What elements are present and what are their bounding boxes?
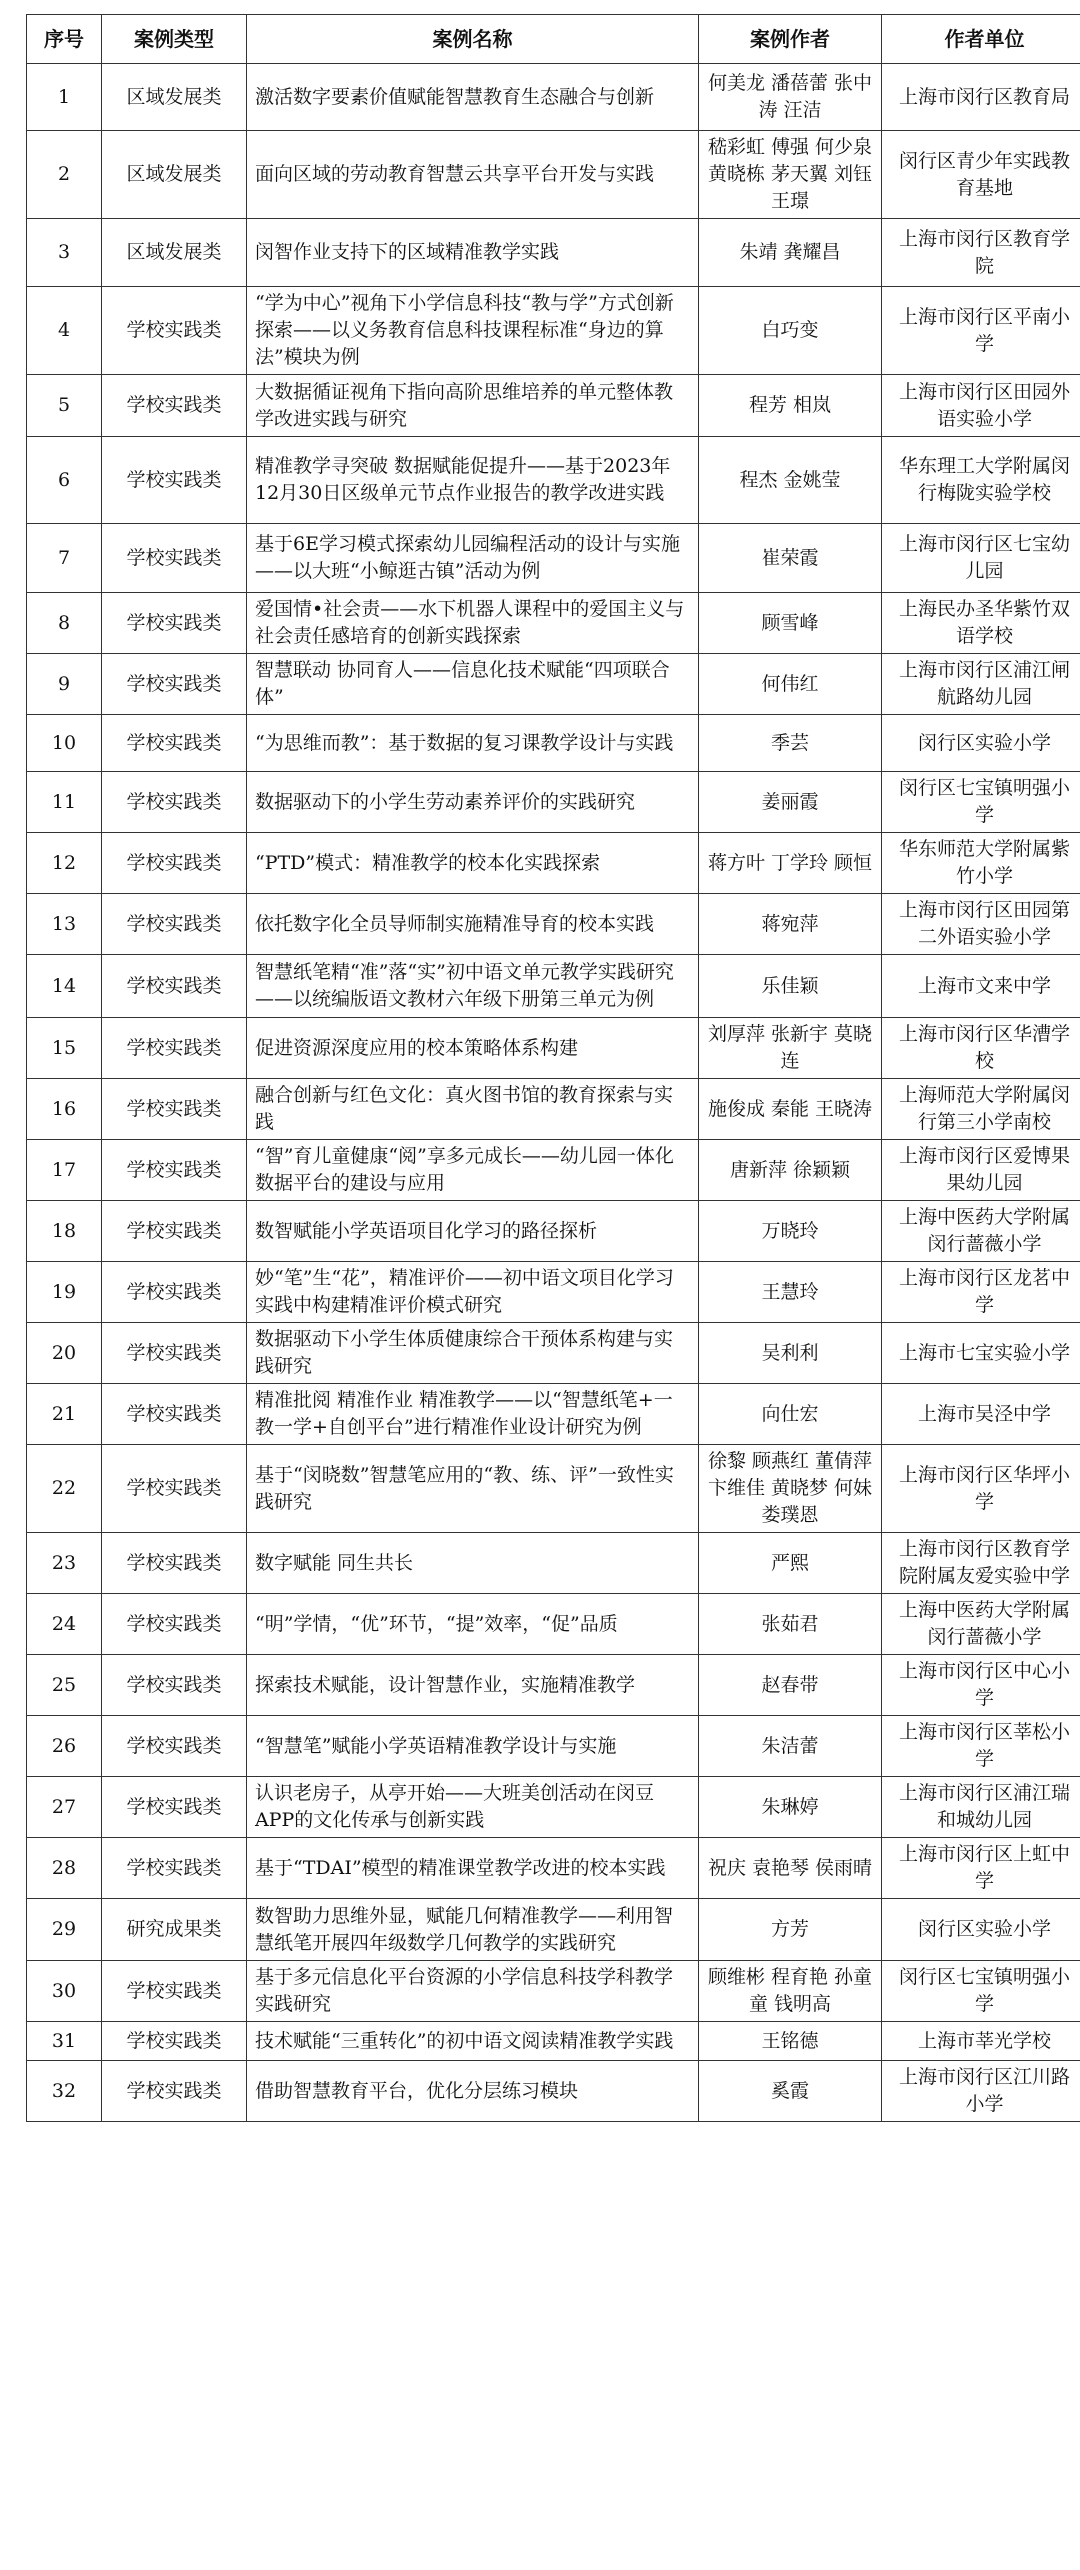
cell-name: 基于多元信息化平台资源的小学信息科技学科教学实践研究 (247, 1961, 699, 2022)
cell-name: 精准教学寻突破 数据赋能促提升——基于2023年12月30日区级单元节点作业报告的教学改进实践 (247, 437, 699, 524)
cell-unit: 上海市闵行区华坪小学 (882, 1445, 1080, 1533)
cell-author: 徐黎 顾燕红 董倩萍 卞维佳 黄晓梦 何妹 娄璞恩 (699, 1445, 882, 1533)
header-unit: 作者单位 (882, 15, 1080, 64)
table-row (27, 593, 1080, 654)
cell-unit: 上海市闵行区华漕学校 (882, 1018, 1080, 1079)
table-row (27, 1140, 1080, 1201)
cell-no: 1 (27, 64, 102, 131)
cell-no: 5 (27, 375, 102, 437)
table-body (27, 64, 1080, 2122)
cell-no: 27 (27, 1777, 102, 1838)
cell-name: “明”学情，“优”环节，“提”效率，“促”品质 (247, 1594, 699, 1655)
cell-no: 8 (27, 593, 102, 654)
cell-author: 蒋宛萍 (699, 894, 882, 955)
cell-name: 大数据循证视角下指向高阶思维培养的单元整体教学改进实践与研究 (247, 375, 699, 437)
cell-type: 学校实践类 (102, 833, 247, 894)
cell-author: 王铭德 (699, 2022, 882, 2061)
cell-author: 奚霞 (699, 2061, 882, 2122)
table-row (27, 1384, 1080, 1445)
cell-type: 区域发展类 (102, 131, 247, 219)
header-author: 案例作者 (699, 15, 882, 64)
table-row (27, 715, 1080, 772)
cell-unit: 闵行区青少年实践教育基地 (882, 131, 1080, 219)
cell-name: 激活数字要素价值赋能智慧教育生态融合与创新 (247, 64, 699, 131)
cell-type: 学校实践类 (102, 1201, 247, 1262)
cell-name: 认识老房子，从亭开始——大班美创活动在闵豆APP的文化传承与创新实践 (247, 1777, 699, 1838)
cell-no: 25 (27, 1655, 102, 1716)
case-table (26, 14, 1080, 2122)
cell-unit: 上海师范大学附属闵行第三小学南校 (882, 1079, 1080, 1140)
cell-type: 学校实践类 (102, 2022, 247, 2061)
cell-author: 唐新萍 徐颖颖 (699, 1140, 882, 1201)
cell-author: 向仕宏 (699, 1384, 882, 1445)
cell-type: 学校实践类 (102, 1716, 247, 1777)
cell-unit: 上海市闵行区平南小学 (882, 287, 1080, 375)
cell-type: 区域发展类 (102, 64, 247, 131)
cell-name: 依托数字化全员导师制实施精准导育的校本实践 (247, 894, 699, 955)
cell-unit: 上海市闵行区浦江闸航路幼儿园 (882, 654, 1080, 715)
cell-author: 祝庆 袁艳琴 侯雨晴 (699, 1838, 882, 1899)
cell-author: 王慧玲 (699, 1262, 882, 1323)
cell-no: 17 (27, 1140, 102, 1201)
cell-unit: 上海市吴泾中学 (882, 1384, 1080, 1445)
cell-unit: 上海市闵行区浦江瑞和城幼儿园 (882, 1777, 1080, 1838)
cell-no: 29 (27, 1899, 102, 1961)
table-row (27, 524, 1080, 593)
cell-type: 学校实践类 (102, 1140, 247, 1201)
header-type: 案例类型 (102, 15, 247, 64)
cell-type: 学校实践类 (102, 1018, 247, 1079)
cell-no: 9 (27, 654, 102, 715)
cell-unit: 上海市闵行区莘松小学 (882, 1716, 1080, 1777)
cell-name: 妙“笔”生“花”，精准评价——初中语文项目化学习实践中构建精准评价模式研究 (247, 1262, 699, 1323)
cell-unit: 上海市七宝实验小学 (882, 1323, 1080, 1384)
table-row (27, 1899, 1080, 1961)
cell-type: 学校实践类 (102, 1533, 247, 1594)
cell-type: 学校实践类 (102, 772, 247, 833)
cell-author: 张茹君 (699, 1594, 882, 1655)
cell-name: 基于“闵晓数”智慧笔应用的“教、练、评”一致性实践研究 (247, 1445, 699, 1533)
cell-name: “为思维而教”：基于数据的复习课教学设计与实践 (247, 715, 699, 772)
table-row (27, 2061, 1080, 2122)
cell-author: 顾维彬 程育艳 孙童童 钱明高 (699, 1961, 882, 2022)
cell-type: 学校实践类 (102, 1079, 247, 1140)
cell-author: 嵇彩虹 傅强 何少泉 黄晓栋 茅天翼 刘钰 王璟 (699, 131, 882, 219)
table-row (27, 1777, 1080, 1838)
cell-unit: 华东理工大学附属闵行梅陇实验学校 (882, 437, 1080, 524)
cell-type: 学校实践类 (102, 654, 247, 715)
cell-name: “学为中心”视角下小学信息科技“教与学”方式创新探索——以义务教育信息科技课程标准“身边的算法”模块为例 (247, 287, 699, 375)
cell-type: 学校实践类 (102, 715, 247, 772)
cell-name: 闵智作业支持下的区域精准教学实践 (247, 219, 699, 287)
cell-author: 方芳 (699, 1899, 882, 1961)
cell-author: 刘厚萍 张新宇 莫晓连 (699, 1018, 882, 1079)
cell-author: 万晓玲 (699, 1201, 882, 1262)
cell-name: 面向区域的劳动教育智慧云共享平台开发与实践 (247, 131, 699, 219)
cell-no: 28 (27, 1838, 102, 1899)
cell-type: 学校实践类 (102, 894, 247, 955)
cell-type: 学校实践类 (102, 1445, 247, 1533)
cell-unit: 上海市闵行区七宝幼儿园 (882, 524, 1080, 593)
cell-no: 30 (27, 1961, 102, 2022)
cell-name: 数字赋能 同生共长 (247, 1533, 699, 1594)
cell-no: 26 (27, 1716, 102, 1777)
cell-type: 学校实践类 (102, 1838, 247, 1899)
cell-unit: 上海市闵行区教育局 (882, 64, 1080, 131)
table-row (27, 654, 1080, 715)
cell-author: 崔荣霞 (699, 524, 882, 593)
cell-name: “智慧笔”赋能小学英语精准教学设计与实施 (247, 1716, 699, 1777)
table-row (27, 1079, 1080, 1140)
table-row (27, 1533, 1080, 1594)
cell-type: 学校实践类 (102, 1655, 247, 1716)
cell-no: 7 (27, 524, 102, 593)
table-row (27, 1594, 1080, 1655)
cell-name: 基于“TDAI”模型的精准课堂教学改进的校本实践 (247, 1838, 699, 1899)
header-no: 序号 (27, 15, 102, 64)
table-row (27, 219, 1080, 287)
cell-author: 赵春带 (699, 1655, 882, 1716)
table-row (27, 131, 1080, 219)
cell-author: 朱靖 龚耀昌 (699, 219, 882, 287)
table-row (27, 1201, 1080, 1262)
cell-unit: 上海民办圣华紫竹双语学校 (882, 593, 1080, 654)
cell-unit: 上海市闵行区教育学院 (882, 219, 1080, 287)
table-row (27, 1445, 1080, 1533)
cell-no: 6 (27, 437, 102, 524)
cell-type: 学校实践类 (102, 955, 247, 1018)
cell-author: 乐佳颖 (699, 955, 882, 1018)
cell-type: 学校实践类 (102, 2061, 247, 2122)
cell-author: 白巧变 (699, 287, 882, 375)
cell-name: 数智赋能小学英语项目化学习的路径探析 (247, 1201, 699, 1262)
cell-name: 技术赋能“三重转化”的初中语文阅读精准教学实践 (247, 2022, 699, 2061)
cell-type: 学校实践类 (102, 1961, 247, 2022)
cell-unit: 上海中医药大学附属闵行蔷薇小学 (882, 1201, 1080, 1262)
table-row (27, 1018, 1080, 1079)
cell-name: “智”育儿童健康“阅”享多元成长——幼儿园一体化数据平台的建设与应用 (247, 1140, 699, 1201)
cell-author: 朱琳婷 (699, 1777, 882, 1838)
cell-type: 学校实践类 (102, 1594, 247, 1655)
cell-no: 20 (27, 1323, 102, 1384)
cell-unit: 上海市闵行区田园第二外语实验小学 (882, 894, 1080, 955)
cell-name: 借助智慧教育平台，优化分层练习模块 (247, 2061, 699, 2122)
cell-name: 探索技术赋能，设计智慧作业，实施精准教学 (247, 1655, 699, 1716)
cell-name: 促进资源深度应用的校本策略体系构建 (247, 1018, 699, 1079)
table-row (27, 437, 1080, 524)
cell-no: 19 (27, 1262, 102, 1323)
cell-unit: 上海市莘光学校 (882, 2022, 1080, 2061)
cell-type: 研究成果类 (102, 1899, 247, 1961)
cell-name: 数智助力思维外显，赋能几何精准教学——利用智慧纸笔开展四年级数学几何教学的实践研究 (247, 1899, 699, 1961)
cell-author: 朱洁蕾 (699, 1716, 882, 1777)
cell-unit: 闵行区实验小学 (882, 1899, 1080, 1961)
cell-unit: 上海市闵行区中心小学 (882, 1655, 1080, 1716)
cell-name: 爱国情•社会责——水下机器人课程中的爱国主义与社会责任感培育的创新实践探索 (247, 593, 699, 654)
cell-unit: 上海市闵行区江川路小学 (882, 2061, 1080, 2122)
table-row (27, 833, 1080, 894)
cell-no: 13 (27, 894, 102, 955)
cell-type: 学校实践类 (102, 593, 247, 654)
cell-unit: 闵行区实验小学 (882, 715, 1080, 772)
table-row (27, 1655, 1080, 1716)
table-row (27, 955, 1080, 1018)
table-row (27, 894, 1080, 955)
table-row (27, 1262, 1080, 1323)
cell-no: 32 (27, 2061, 102, 2122)
cell-no: 24 (27, 1594, 102, 1655)
cell-author: 程杰 金姚莹 (699, 437, 882, 524)
cell-no: 21 (27, 1384, 102, 1445)
cell-name: 智慧纸笔精“准”落“实”初中语文单元教学实践研究——以统编版语文教材六年级下册第三单元为例 (247, 955, 699, 1018)
cell-name: 智慧联动 协同育人——信息化技术赋能“四项联合体” (247, 654, 699, 715)
cell-name: 数据驱动下的小学生劳动素养评价的实践研究 (247, 772, 699, 833)
cell-author: 程芳 相岚 (699, 375, 882, 437)
cell-type: 学校实践类 (102, 524, 247, 593)
cell-type: 学校实践类 (102, 287, 247, 375)
cell-unit: 闵行区七宝镇明强小学 (882, 1961, 1080, 2022)
cell-no: 10 (27, 715, 102, 772)
cell-no: 4 (27, 287, 102, 375)
cell-author: 顾雪峰 (699, 593, 882, 654)
cell-type: 学校实践类 (102, 375, 247, 437)
cell-name: 基于6E学习模式探索幼儿园编程活动的设计与实施——以大班“小鲸逛古镇”活动为例 (247, 524, 699, 593)
table-row (27, 1323, 1080, 1384)
cell-author: 施俊成 秦能 王晓涛 (699, 1079, 882, 1140)
cell-name: 融合创新与红色文化：真火图书馆的教育探索与实践 (247, 1079, 699, 1140)
cell-unit: 华东师范大学附属紫竹小学 (882, 833, 1080, 894)
cell-name: 数据驱动下小学生体质健康综合干预体系构建与实践研究 (247, 1323, 699, 1384)
cell-no: 31 (27, 2022, 102, 2061)
cell-name: 精准批阅 精准作业 精准教学——以“智慧纸笔+一教一学+自创平台”进行精准作业设计研究为例 (247, 1384, 699, 1445)
cell-no: 12 (27, 833, 102, 894)
cell-unit: 上海市闵行区田园外语实验小学 (882, 375, 1080, 437)
cell-author: 何美龙 潘蓓蕾 张中涛 汪洁 (699, 64, 882, 131)
table-row (27, 375, 1080, 437)
table-row (27, 772, 1080, 833)
cell-author: 蒋方叶 丁学玲 顾恒 (699, 833, 882, 894)
cell-no: 14 (27, 955, 102, 1018)
cell-type: 学校实践类 (102, 1262, 247, 1323)
cell-author: 何伟红 (699, 654, 882, 715)
cell-no: 18 (27, 1201, 102, 1262)
cell-type: 学校实践类 (102, 437, 247, 524)
cell-unit: 上海中医药大学附属闵行蔷薇小学 (882, 1594, 1080, 1655)
cell-author: 严熙 (699, 1533, 882, 1594)
cell-unit: 上海市闵行区爱博果果幼儿园 (882, 1140, 1080, 1201)
header-name: 案例名称 (247, 15, 699, 64)
table-row (27, 1961, 1080, 2022)
cell-no: 11 (27, 772, 102, 833)
cell-type: 区域发展类 (102, 219, 247, 287)
cell-no: 22 (27, 1445, 102, 1533)
cell-author: 吴利利 (699, 1323, 882, 1384)
table-row (27, 287, 1080, 375)
cell-unit: 上海市闵行区龙茗中学 (882, 1262, 1080, 1323)
cell-type: 学校实践类 (102, 1777, 247, 1838)
table-row (27, 1716, 1080, 1777)
table-row (27, 64, 1080, 131)
cell-no: 16 (27, 1079, 102, 1140)
cell-no: 3 (27, 219, 102, 287)
table-row (27, 2022, 1080, 2061)
cell-no: 15 (27, 1018, 102, 1079)
header-row (27, 15, 1080, 64)
cell-unit: 上海市闵行区教育学院附属友爱实验中学 (882, 1533, 1080, 1594)
cell-unit: 上海市闵行区上虹中学 (882, 1838, 1080, 1899)
cell-unit: 上海市文来中学 (882, 955, 1080, 1018)
cell-author: 季芸 (699, 715, 882, 772)
table-row (27, 1838, 1080, 1899)
cell-no: 2 (27, 131, 102, 219)
cell-name: “PTD”模式：精准教学的校本化实践探索 (247, 833, 699, 894)
cell-no: 23 (27, 1533, 102, 1594)
cell-type: 学校实践类 (102, 1384, 247, 1445)
cell-unit: 闵行区七宝镇明强小学 (882, 772, 1080, 833)
cell-type: 学校实践类 (102, 1323, 247, 1384)
cell-author: 姜丽霞 (699, 772, 882, 833)
